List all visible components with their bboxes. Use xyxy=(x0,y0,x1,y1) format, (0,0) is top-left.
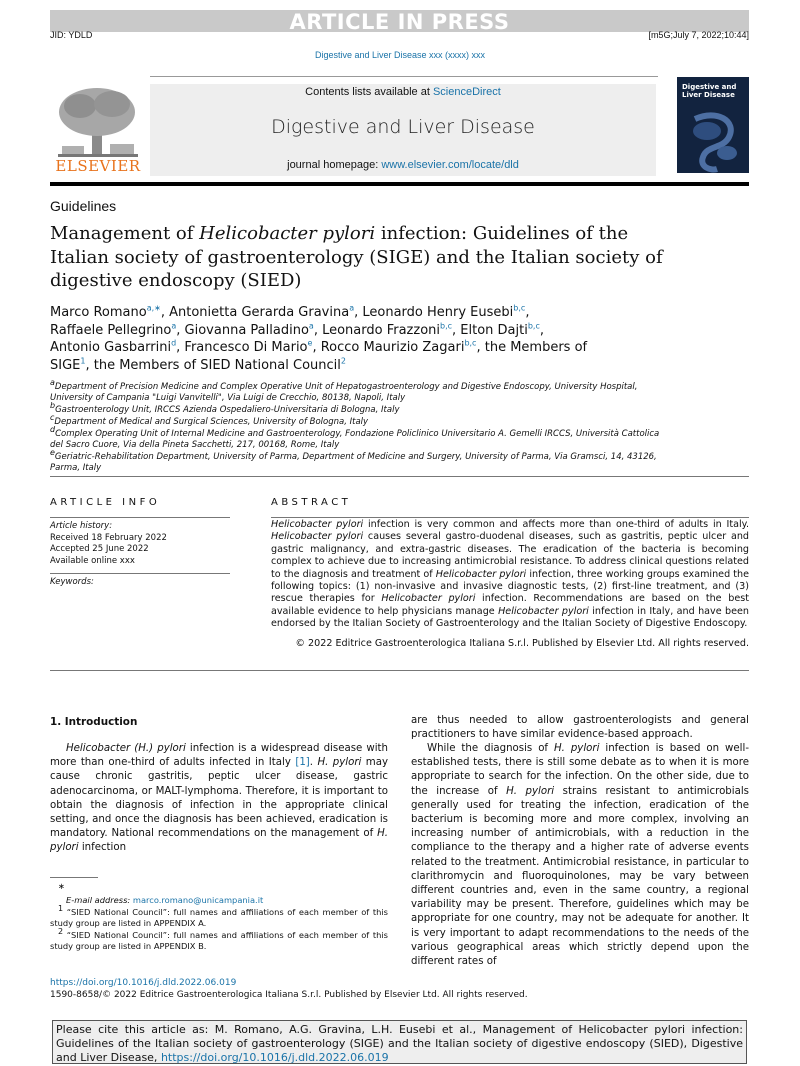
author-list xyxy=(50,304,690,374)
author-separator: , xyxy=(539,322,545,338)
contents-line xyxy=(150,86,656,98)
abstract-heading: ABSTRACT xyxy=(271,497,352,508)
homepage-prefix: journal homepage: xyxy=(287,159,379,171)
author-affiliation-marker[interactable]: a xyxy=(308,321,314,331)
issn-line: 1590-8658/© 2022 Editrice Gastroenterologica Italiana S.r.l. Published by Elsevier Ltd. All rights reserved. xyxy=(50,990,528,1000)
doi-link[interactable]: https://doi.org/10.1016/j.dld.2022.06.019 xyxy=(50,978,237,988)
author-separator: , xyxy=(312,340,321,355)
header-rule xyxy=(50,182,749,186)
elsevier-logo xyxy=(50,84,146,176)
online-date: Available online xxx xyxy=(50,555,135,566)
author-name: Rocco Maurizio Zagari xyxy=(320,340,465,355)
sciencedirect-link[interactable]: ScienceDirect xyxy=(432,86,501,98)
author-name: Leonardo Henry Eusebi xyxy=(362,305,514,320)
author-affiliation-marker[interactable]: a xyxy=(349,303,355,313)
journal-id: JID: YDLD xyxy=(50,30,93,40)
author-name: Leonardo Frazzoni xyxy=(322,322,440,338)
author-affiliation-marker[interactable]: a,∗ xyxy=(146,303,161,313)
author-separator: , xyxy=(354,305,363,320)
keywords-rule xyxy=(50,573,230,574)
abstract-copyright: © 2022 Editrice Gastroenterologica Italiana S.r.l. Published by Elsevier Ltd. All rights reserved. xyxy=(295,638,749,649)
cover-title: Digestive and Liver Disease xyxy=(682,83,737,99)
author-affiliation-marker[interactable]: b,c xyxy=(527,321,540,331)
citation-doi-link[interactable]: https://doi.org/10.1016/j.dld.2022.06.019 xyxy=(160,1051,389,1064)
footnote-rule xyxy=(50,877,98,878)
build-stamp: [m5G;July 7, 2022;10:44] xyxy=(648,30,749,40)
affiliation-c: $^c$Department of Medical and Surgical Sciences, University of Bologna, Italy xyxy=(50,413,369,427)
keywords-label: Keywords: xyxy=(50,577,94,587)
author-name: Antonietta Gerarda Gravina xyxy=(169,305,350,320)
homepage-link[interactable]: www.elsevier.com/locate/dld xyxy=(381,159,519,171)
author-affiliation-marker[interactable]: b,c xyxy=(513,303,526,313)
author-affiliation-marker[interactable]: e xyxy=(307,338,313,348)
citation-box: Please cite this article as: M. Romano, A.G. Gravina, L.H. Eusebi et al., Management of Helicobacter pylori infection: Guidelines of the Italian society of gastroenterology (SIGE) and the Italian society of digestive endoscopy (SIED), Digestive and Liver Disease, https://doi.org/10.1016/j.dld.2022.06.019 xyxy=(52,1020,747,1064)
accepted-date: Accepted 25 June 2022 xyxy=(50,544,149,554)
publisher-name: ELSEVIER xyxy=(55,157,141,175)
author-affiliation-marker[interactable]: 1 xyxy=(80,356,86,366)
abstract-rule xyxy=(271,517,749,518)
contents-prefix: Contents lists available at xyxy=(305,86,430,98)
author-separator: , xyxy=(313,322,323,338)
header-top-rule xyxy=(150,76,658,77)
author-name: the Members of SIED National Council xyxy=(93,357,341,373)
author-name: SIGE xyxy=(50,357,81,373)
article-history xyxy=(50,521,167,567)
journal-header-box xyxy=(150,84,656,176)
history-label: Article history: xyxy=(50,521,113,531)
author-affiliation-marker[interactable]: b,c xyxy=(440,321,453,331)
author-separator: , xyxy=(176,340,185,355)
homepage-line xyxy=(150,159,656,171)
article-info-rule xyxy=(50,517,230,518)
abstract-bottom-rule xyxy=(50,670,749,671)
cover-illustration-icon xyxy=(677,109,749,173)
author-separator: , the Members of xyxy=(476,340,588,355)
author-separator: , xyxy=(85,357,94,373)
article-in-press-banner: ARTICLE IN PRESS xyxy=(50,10,749,32)
abstract-text: Helicobacter pylori infection is very common and affects more than one-third of adults in Italy. Helicobacter pylori causes several gastro-duodenal diseases, such as gastritis, peptic ulcer and gastric malignancy, and extra-gastric diseases. The eradication of the bacteria is becoming complex to achieve due to increasing antimicrobial resistance. To address clinical questions related to the diagnosis and treatment of Helicobacter pylori infection, three working groups examined the following topics: (1) non-invasive and invasive diagnostic tests, (2) first-line treatment, and (3) rescue therapies for Helicobacter pylori infection. Recommendations are based on the best available evidence to help physicians manage Helicobacter pylori infection in Italy, and have been endorsed by the Italian Society of Gastroenterology and the Italian Society of Digestive Endoscopy. xyxy=(271,519,750,630)
affiliations-rule xyxy=(50,476,749,477)
article-title: Management of Helicobacter pylori infection: Guidelines of the Italian society of gastroenterology (SIGE) and the Italian society of digestive endoscopy (SIED) xyxy=(50,223,663,291)
corresponding-star: ∗ xyxy=(58,881,65,891)
author-affiliation-marker[interactable]: a xyxy=(171,321,177,331)
affiliation-b: $^b$Gastroenterology Unit, IRCCS Azienda Ospedaliero-Universitaria di Bologna, Italy xyxy=(50,401,400,415)
author-separator: , xyxy=(452,322,461,338)
author-name: Giovanna Palladino xyxy=(184,322,309,338)
affiliation-d: $^d$Complex Operating Unit of Internal Medicine and Gastroenterology, Fondazione Policlinico Universitario A. Gemelli IRCCS, Università Cattolica del Sacro Cuore, Via della Pineta Sacchetti, 217, 00168, Rome, Italy xyxy=(50,425,660,450)
author-separator: , xyxy=(160,305,170,320)
author-separator: , xyxy=(525,305,530,320)
journal-cover xyxy=(677,77,749,173)
journal-issue-line[interactable]: Digestive and Liver Disease xxx (xxxx) xxx xyxy=(314,50,486,60)
author-name: Francesco Di Mario xyxy=(184,340,308,355)
received-date: Received 18 February 2022 xyxy=(50,532,167,543)
author-name: Raffaele Pellegrino xyxy=(50,322,172,338)
footnote-2: $^2$ “SIED National Council”: full names and affiliations of each member of this study group are listed in APPENDIX B. xyxy=(50,927,389,952)
journal-title: Digestive and Liver Disease xyxy=(271,116,535,138)
reference-1-link[interactable]: [1] xyxy=(295,757,310,769)
intro-right-paragraph-1: are thus needed to allow gastroenterologists and general practitioners to have similar evidence-based approach. xyxy=(411,715,749,741)
intro-right-paragraph-2: While the diagnosis of H. pylori infection is based on well-established tests, there is still some debate as to when it is more appropriate to search for the infection. On the other side, due to the increase of H. pylori strains resistant to antimicrobials generally used for treating the infection, eradication of the bacterium is becoming more and more complex, involving an increasing number of antimicrobials, with a reduction in the compliance to the therapy and a higher rate of adverse events related to the treatment. Antimicrobial resistance, in particular to clarithromycin and fluoroquinolones, may be vary between different countries and, even in the same country, a regional variability may be present. Therefore, guidelines which may be appropriate for one country, may not be adequate for another. It is very important to adapt recommendations to the needs of the various geographical areas which strictly depend upon the different rates of xyxy=(411,743,749,968)
author-affiliation-marker[interactable]: d xyxy=(171,338,177,348)
author-name: Antonio Gasbarrini xyxy=(50,340,172,355)
author-affiliation-marker[interactable]: b,c xyxy=(464,338,477,348)
author-name: Elton Dajti xyxy=(460,322,528,338)
introduction-heading: 1. Introduction xyxy=(50,716,138,728)
author-name: Marco Romano xyxy=(50,305,147,320)
author-affiliation-marker[interactable]: 2 xyxy=(340,356,346,366)
email-link[interactable]: marco.romano@unicampania.it xyxy=(132,895,264,905)
section-type: Guidelines xyxy=(50,198,117,214)
footnote-1: $^1$ “SIED National Council”: full names and affiliations of each member of this study group are listed in APPENDIX A. xyxy=(50,904,389,929)
affiliation-e: $^e$Geriatric-Rehabilitation Department, University of Parma, Department of Medicine and Surgery, University of Parma, Via Gramsci, 14, 43126, Parma, Italy xyxy=(50,448,657,473)
article-info-heading: ARTICLE INFO xyxy=(50,497,161,508)
intro-left-paragraph: Helicobacter (H.) pylori infection is a widespread disease with more than one-third of adults infected in Italy [1]. H. pylori may cause chronic gastritis, peptic ulcer disease, gastric adenocarcinoma, or MALT-lymphoma. Therefore, it is important to obtain the diagnosis of infection in the appropriate clinical setting, and once the diagnosis has been achieved, eradication is mandatory. National recommendations on the management of H. pylori infection xyxy=(50,743,388,854)
email-footnote: E-mail address: marco.romano@unicampania.it xyxy=(66,895,264,905)
author-separator: , xyxy=(176,322,185,338)
affiliation-a: $^a$Department of Precision Medicine and Complex Operative Unit of Hepatogastroenterology and Digestive Endoscopy, University Hospital, University of Campania "Luigi Vanvitelli", Via Luigi de Crecchio, 80138, Napoli, Italy xyxy=(50,378,638,403)
